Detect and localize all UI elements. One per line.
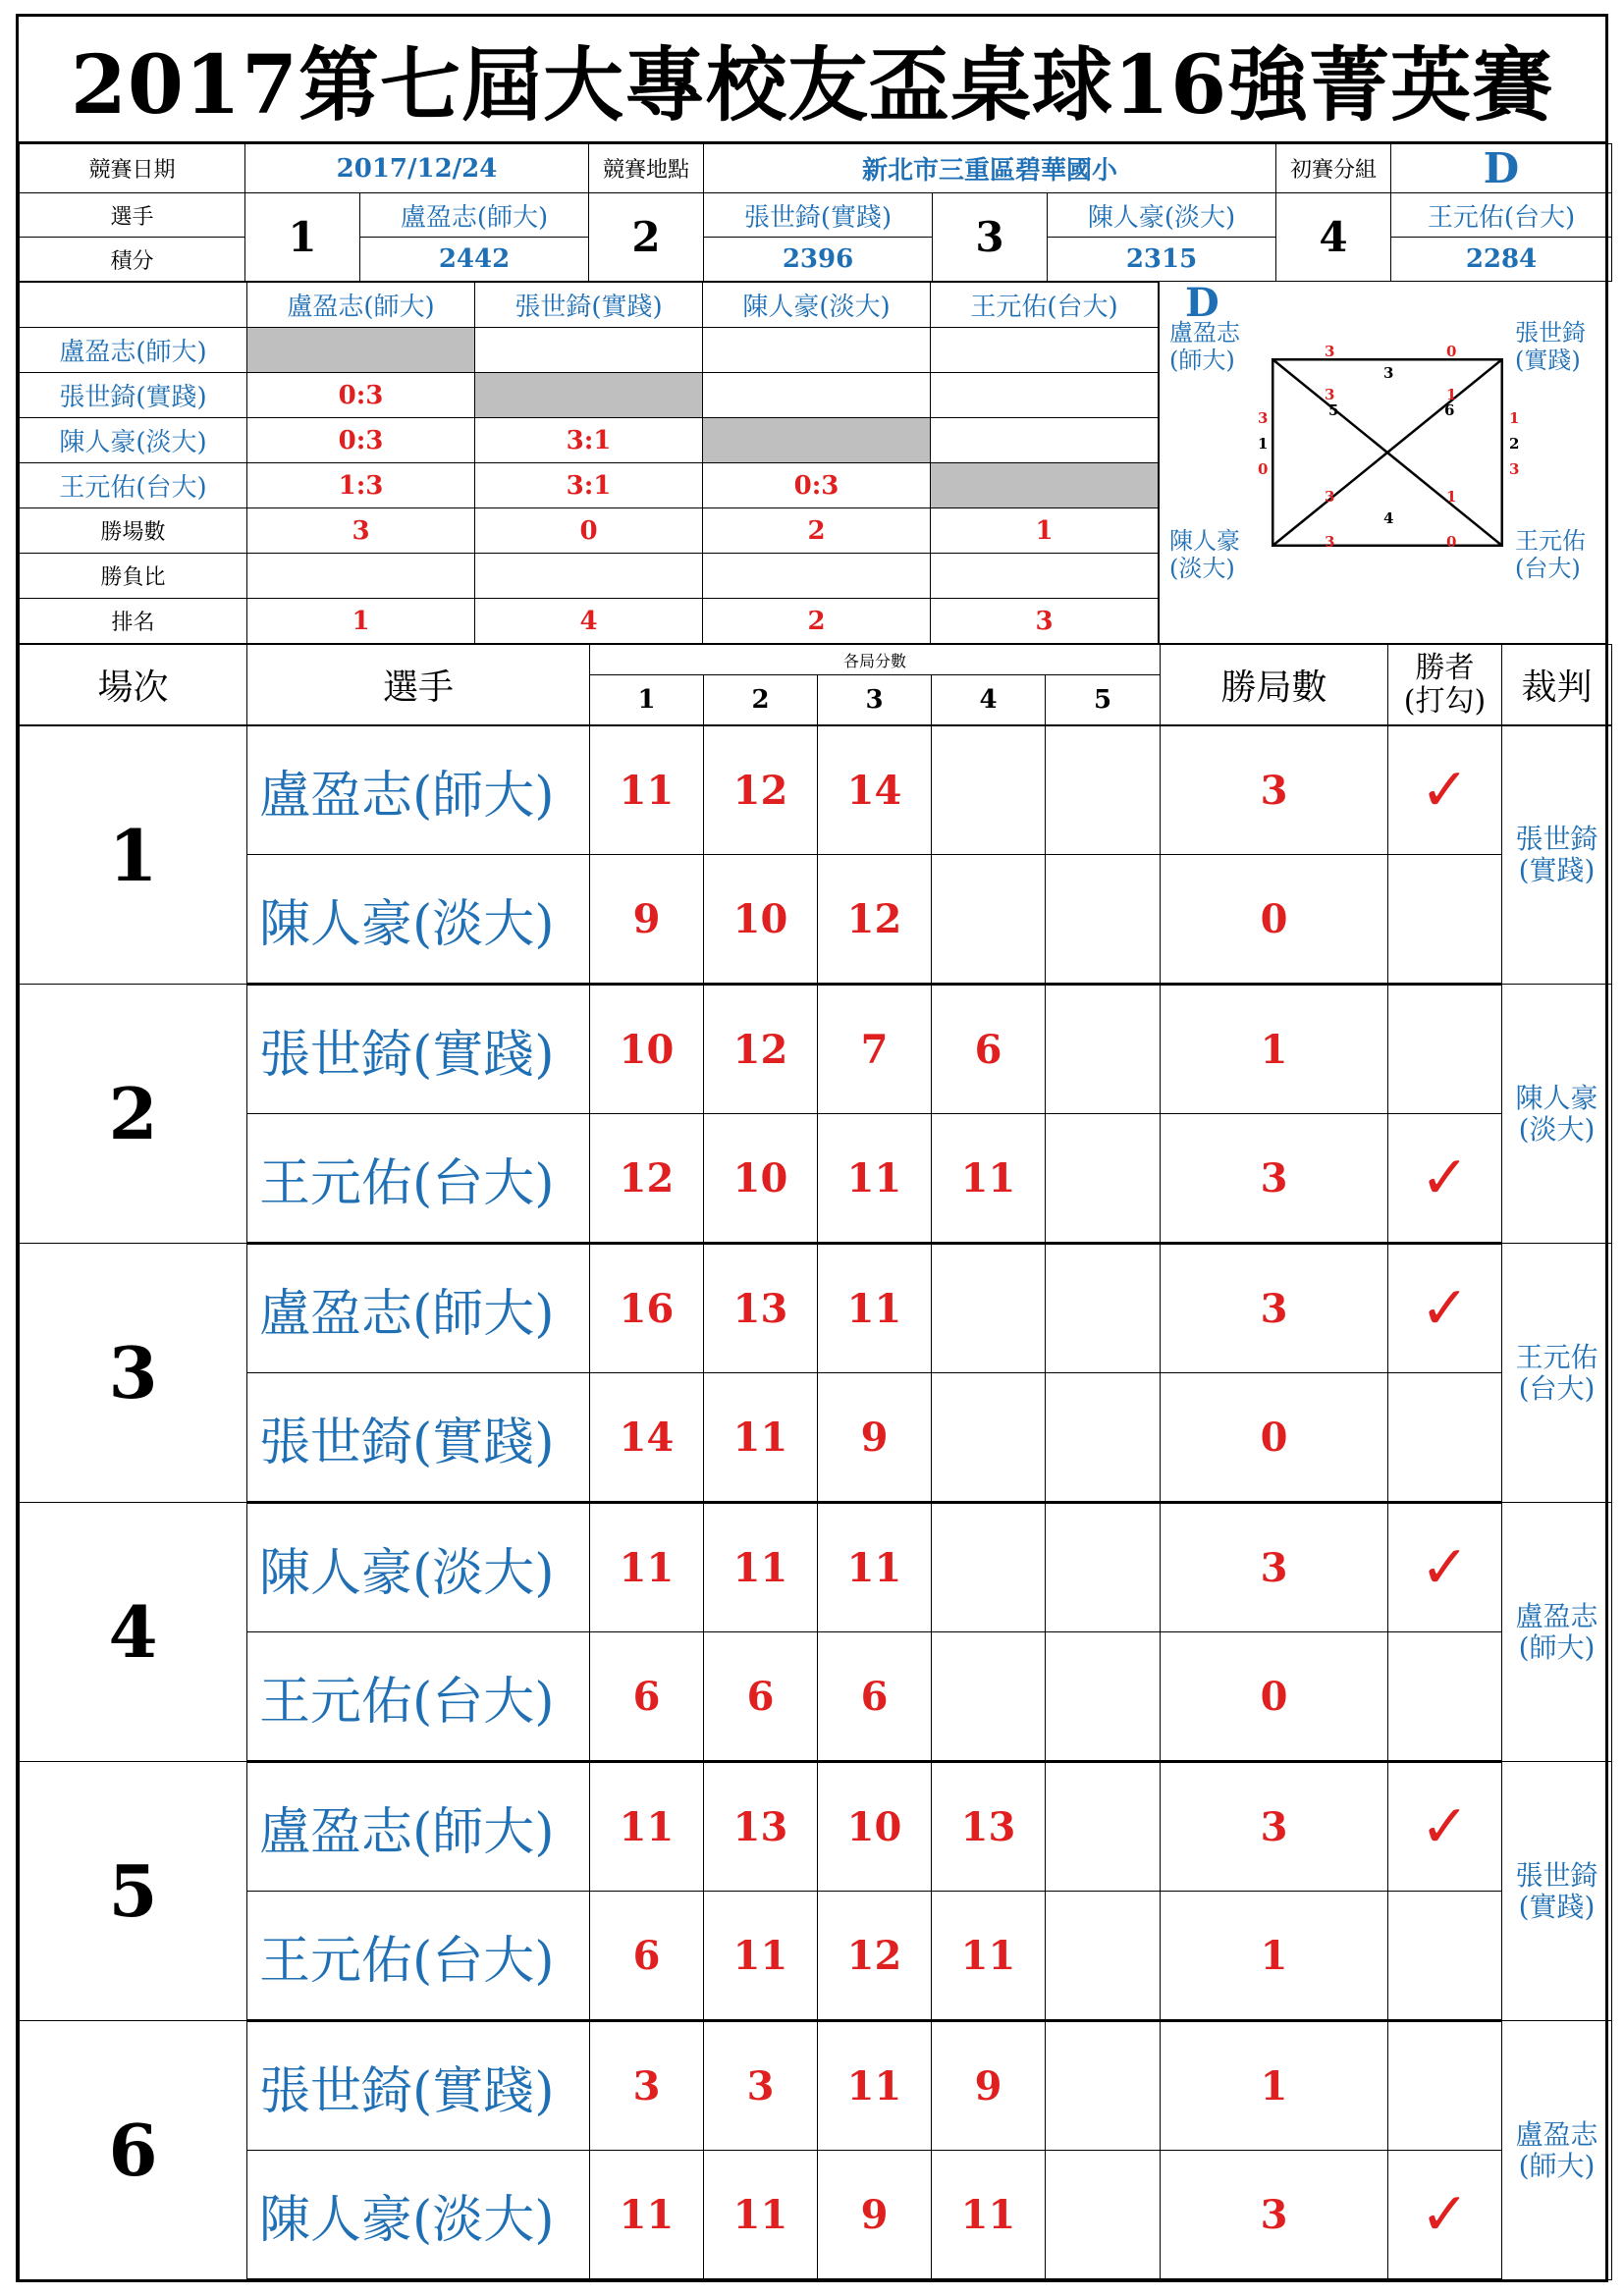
games-won: 1 [1161, 1892, 1388, 2021]
winner-check-icon: ✓ [1388, 726, 1502, 855]
matrix-cell [931, 328, 1159, 373]
game-score [1046, 1373, 1161, 1503]
matrix-cell: 0:3 [247, 373, 475, 418]
game-score: 10 [704, 1114, 818, 1244]
matrix-corner [20, 283, 247, 328]
game-score: 7 [818, 985, 932, 1114]
game-score [932, 726, 1046, 855]
games-won: 3 [1161, 1114, 1388, 1244]
header-games-label: 各局分數 [590, 645, 1161, 675]
game-score: 9 [818, 1373, 932, 1503]
match-row [20, 2021, 1612, 2151]
game-score: 10 [704, 855, 818, 985]
game-score [1046, 726, 1161, 855]
match-judge: 王元佑(台大) [1502, 1244, 1612, 1503]
diagram-player-bottom-right: 王元佑(台大) [1515, 527, 1586, 582]
game-score: 11 [704, 1892, 818, 2021]
player-name-4: 王元佑(台大) [1391, 193, 1612, 238]
games-won: 3 [1161, 1762, 1388, 1892]
winner-check-icon [1388, 985, 1502, 1114]
game-score: 13 [932, 1762, 1046, 1892]
game-score [932, 1244, 1046, 1373]
game-score: 10 [818, 1762, 932, 1892]
matrix-col-header: 張世錡(實踐) [475, 283, 703, 328]
player-name-1: 盧盈志(師大) [360, 193, 589, 238]
date-label: 競賽日期 [20, 144, 245, 193]
ratio-label: 勝負比 [20, 554, 247, 599]
game-score [1046, 1892, 1161, 2021]
match-row [20, 1892, 1612, 2021]
points-label: 積分 [20, 238, 245, 282]
round-robin-section [19, 282, 1605, 644]
game-score: 13 [704, 1244, 818, 1373]
match-number: 6 [20, 2021, 247, 2280]
game-score: 10 [590, 985, 704, 1114]
games-won: 3 [1161, 1503, 1388, 1632]
match-judge: 張世錡(實踐) [1502, 1762, 1612, 2021]
ratio-value [247, 554, 475, 599]
match-number: 2 [20, 985, 247, 1244]
match-row [20, 1503, 1612, 1632]
header-player: 選手 [247, 645, 590, 725]
match-player-name: 王元佑(台大) [247, 1892, 590, 2021]
games-won: 1 [1161, 2021, 1388, 2151]
matrix-cell [931, 373, 1159, 418]
game-score: 9 [590, 855, 704, 985]
diagram-score: 3 [1325, 343, 1335, 360]
group-label: 初賽分組 [1276, 144, 1391, 193]
game-score: 14 [818, 726, 932, 855]
matrix-col-header: 盧盈志(師大) [247, 283, 475, 328]
diagram-score: 0 [1446, 533, 1457, 551]
rank-value: 1 [247, 599, 475, 644]
wins-value: 3 [247, 508, 475, 554]
games-won: 3 [1161, 2151, 1388, 2280]
winner-check-icon: ✓ [1388, 1114, 1502, 1244]
match-row [20, 1244, 1612, 1373]
header-judge: 裁判 [1502, 645, 1612, 725]
game-score: 11 [590, 2151, 704, 2280]
game-score: 11 [704, 1503, 818, 1632]
winner-check-icon: ✓ [1388, 2151, 1502, 2280]
rank-value: 4 [475, 599, 703, 644]
game-score: 11 [704, 2151, 818, 2280]
winner-check-icon [1388, 1373, 1502, 1503]
game-score: 11 [590, 726, 704, 855]
match-row [20, 1114, 1612, 1244]
diagram-match-no: 1 [1258, 435, 1269, 453]
ratio-value [475, 554, 703, 599]
diagram-score: 3 [1509, 460, 1520, 478]
games-won: 1 [1161, 985, 1388, 1114]
game-score: 13 [704, 1762, 818, 1892]
matrix-cell: 0:3 [247, 418, 475, 463]
matrix-cell: 3:1 [475, 418, 703, 463]
matrix-cell [931, 418, 1159, 463]
match-player-name: 陳人豪(淡大) [247, 855, 590, 985]
group-diagram [1159, 282, 1605, 644]
game-score [1046, 985, 1161, 1114]
matrix-cell: 0:3 [703, 463, 931, 508]
game-score [1046, 1762, 1161, 1892]
diagram-score: 3 [1325, 533, 1335, 551]
diagram-score: 1 [1509, 409, 1520, 427]
games-won: 3 [1161, 1244, 1388, 1373]
match-number: 4 [20, 1503, 247, 1762]
header-game-no: 1 [590, 675, 704, 725]
game-score: 12 [818, 1892, 932, 2021]
match-player-name: 張世錡(實踐) [247, 985, 590, 1114]
match-number: 1 [20, 726, 247, 985]
match-judge: 盧盈志(師大) [1502, 2021, 1612, 2280]
matrix-col-header: 王元佑(台大) [931, 283, 1159, 328]
game-score [932, 1503, 1046, 1632]
header-won-games: 勝局數 [1161, 645, 1388, 725]
game-score: 12 [704, 985, 818, 1114]
match-row [20, 1373, 1612, 1503]
game-score: 6 [704, 1632, 818, 1762]
header-game-no: 2 [704, 675, 818, 725]
match-player-name: 王元佑(台大) [247, 1114, 590, 1244]
winner-check-icon [1388, 2021, 1502, 2151]
diagram-match-no: 4 [1383, 509, 1394, 527]
winner-check-icon [1388, 1632, 1502, 1762]
player-name-3: 陳人豪(淡大) [1048, 193, 1276, 238]
page-title: 2017第七屆大專校友盃桌球16強菁英賽 [19, 17, 1605, 143]
game-score: 11 [704, 1373, 818, 1503]
game-score [932, 855, 1046, 985]
wins-value: 0 [475, 508, 703, 554]
result-matrix [19, 282, 1159, 644]
header-game-no: 3 [818, 675, 932, 725]
game-score: 12 [818, 855, 932, 985]
game-score: 6 [818, 1632, 932, 1762]
diagram-player-bottom-left: 陳人豪(淡大) [1169, 527, 1240, 582]
match-number: 3 [20, 1244, 247, 1503]
diagram-score: 3 [1325, 488, 1335, 506]
player-points-4: 2284 [1391, 238, 1612, 282]
diagram-player-top-right: 張世錡(實踐) [1515, 319, 1586, 374]
diagram-score: 1 [1446, 386, 1457, 403]
game-score: 11 [590, 1503, 704, 1632]
match-row [20, 726, 1612, 855]
player-label: 選手 [20, 193, 245, 238]
game-score [1046, 2021, 1161, 2151]
game-score: 11 [818, 1503, 932, 1632]
game-score: 6 [932, 985, 1046, 1114]
diagram-match-no: 5 [1328, 401, 1339, 419]
matrix-cell-disabled [475, 373, 703, 418]
game-score: 6 [590, 1892, 704, 2021]
match-judge: 盧盈志(師大) [1502, 1503, 1612, 1762]
winner-check-icon: ✓ [1388, 1762, 1502, 1892]
game-score: 11 [932, 1114, 1046, 1244]
game-score [1046, 1503, 1161, 1632]
match-player-name: 王元佑(台大) [247, 1632, 590, 1762]
game-score: 6 [590, 1632, 704, 1762]
ratio-value [703, 554, 931, 599]
match-player-name: 張世錡(實踐) [247, 2021, 590, 2151]
game-score [932, 1632, 1046, 1762]
player-no-3: 3 [933, 193, 1048, 282]
date-value: 2017/12/24 [245, 144, 589, 193]
group-value: D [1391, 144, 1612, 193]
match-row [20, 1632, 1612, 1762]
match-row [20, 855, 1612, 985]
matrix-row-header: 王元佑(台大) [20, 463, 247, 508]
match-row [20, 2151, 1612, 2280]
matrix-cell [475, 328, 703, 373]
diagram-score: 3 [1325, 386, 1335, 403]
header-game-no: 5 [1046, 675, 1161, 725]
game-score: 11 [818, 1114, 932, 1244]
game-score [932, 1373, 1046, 1503]
player-no-1: 1 [245, 193, 360, 282]
diagram-player-top-left: 盧盈志(師大) [1169, 319, 1240, 374]
winner-check-icon: ✓ [1388, 1244, 1502, 1373]
match-player-name: 盧盈志(師大) [247, 726, 590, 855]
winner-check-icon: ✓ [1388, 1503, 1502, 1632]
matrix-cell-disabled [247, 328, 475, 373]
player-points-2: 2396 [704, 238, 933, 282]
game-score: 11 [590, 1762, 704, 1892]
score-sheet [16, 14, 1608, 2282]
game-score: 14 [590, 1373, 704, 1503]
games-won: 0 [1161, 855, 1388, 985]
game-score [1046, 855, 1161, 985]
header-winner: 勝者(打勾) [1388, 645, 1502, 725]
games-won: 0 [1161, 1632, 1388, 1762]
player-no-2: 2 [589, 193, 704, 282]
match-player-name: 盧盈志(師大) [247, 1762, 590, 1892]
diagram-score: 3 [1258, 409, 1269, 427]
matrix-col-header: 陳人豪(淡大) [703, 283, 931, 328]
diagram-match-no: 2 [1509, 435, 1520, 453]
matrix-cell-disabled [703, 418, 931, 463]
diagram-match-no: 3 [1383, 364, 1394, 382]
games-won: 3 [1161, 726, 1388, 855]
venue-label: 競賽地點 [589, 144, 704, 193]
wins-value: 1 [931, 508, 1159, 554]
info-table [19, 143, 1612, 282]
player-name-2: 張世錡(實踐) [704, 193, 933, 238]
game-score: 3 [590, 2021, 704, 2151]
wins-label: 勝場數 [20, 508, 247, 554]
diagram-match-no: 6 [1444, 401, 1455, 419]
game-score [1046, 1114, 1161, 1244]
game-score [1046, 1244, 1161, 1373]
match-player-name: 陳人豪(淡大) [247, 1503, 590, 1632]
game-score: 11 [932, 2151, 1046, 2280]
game-score: 11 [932, 1892, 1046, 2021]
venue-value: 新北市三重區碧華國小 [704, 144, 1276, 193]
game-score [1046, 1632, 1161, 1762]
match-player-name: 陳人豪(淡大) [247, 2151, 590, 2280]
rank-value: 3 [931, 599, 1159, 644]
player-points-3: 2315 [1048, 238, 1276, 282]
game-score: 12 [590, 1114, 704, 1244]
player-points-1: 2442 [360, 238, 589, 282]
match-body [19, 725, 1612, 2281]
header-game-no: 4 [932, 675, 1046, 725]
matrix-row-header: 盧盈志(師大) [20, 328, 247, 373]
game-score: 9 [932, 2021, 1046, 2151]
match-player-name: 張世錡(實踐) [247, 1373, 590, 1503]
match-judge: 陳人豪(淡大) [1502, 985, 1612, 1244]
matrix-row-header: 張世錡(實踐) [20, 373, 247, 418]
games-won: 0 [1161, 1373, 1388, 1503]
matrix-cell: 1:3 [247, 463, 475, 508]
game-score: 11 [818, 1244, 932, 1373]
matrix-row-header: 陳人豪(淡大) [20, 418, 247, 463]
header-match: 場次 [20, 645, 247, 725]
match-judge: 張世錡(實踐) [1502, 726, 1612, 985]
matrix-cell [703, 373, 931, 418]
matrix-cell: 3:1 [475, 463, 703, 508]
game-score: 12 [704, 726, 818, 855]
diagram-score: 0 [1258, 460, 1269, 478]
winner-check-icon [1388, 855, 1502, 985]
matrix-cell-disabled [931, 463, 1159, 508]
match-player-name: 盧盈志(師大) [247, 1244, 590, 1373]
player-no-4: 4 [1276, 193, 1391, 282]
game-score: 9 [818, 2151, 932, 2280]
winner-check-icon [1388, 1892, 1502, 2021]
rank-value: 2 [703, 599, 931, 644]
game-score: 3 [704, 2021, 818, 2151]
match-table [19, 644, 1612, 725]
game-score: 11 [818, 2021, 932, 2151]
rank-label: 排名 [20, 599, 247, 644]
diagram-group-label: D [1185, 280, 1219, 326]
game-score: 16 [590, 1244, 704, 1373]
wins-value: 2 [703, 508, 931, 554]
game-score [1046, 2151, 1161, 2280]
match-row [20, 1762, 1612, 1892]
match-row [20, 985, 1612, 1114]
diagram-score: 1 [1446, 488, 1457, 506]
match-number: 5 [20, 1762, 247, 2021]
ratio-value [931, 554, 1159, 599]
matrix-cell [703, 328, 931, 373]
diagram-score: 0 [1446, 343, 1457, 360]
